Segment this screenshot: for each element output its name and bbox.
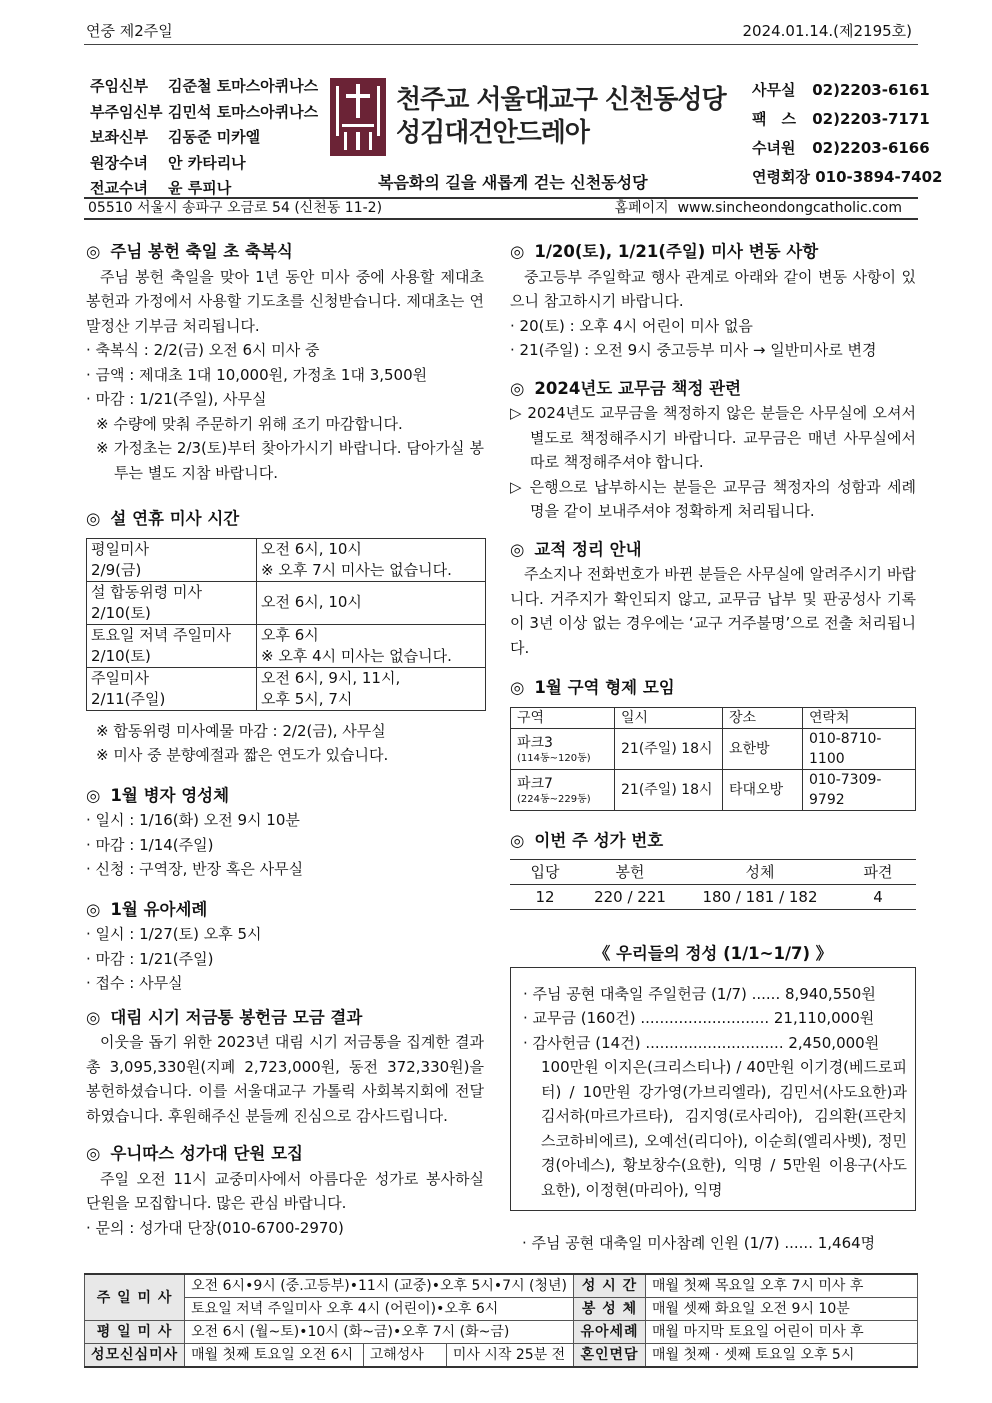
issue-date: 2024.01.14.(제2195호) [742,22,912,40]
table-row: 주 일 미 사 오전 6시•9시 (중.고등부)•11시 (교중)•오후 5시•7시 (청년) 성 시 간 매월 첫째 목요일 오후 7시 미사 후 [85,1274,918,1298]
table-row: 토요일 저녁 주일미사 2/10(토) 오후 6시 ※ 오후 4시 미사는 없습니다. [87,624,486,667]
list-item: ▷ 2024년도 교무금을 책정하지 않은 분들은 사무실에 오셔서 별도로 책정해주시기 바랍니다. 교무금은 매년 사무실에서 따로 책정해주셔야 합니다. [510,404,916,471]
homepage[interactable]: 홈페이지 www.sincheondongcatholic.com [614,200,902,216]
attendance: · 주님 공현 대축일 미사참례 인원 (1/7) ...... 1,464명 [522,1233,876,1252]
cross-icon [330,78,386,156]
table-row: 평 일 미 사 오전 6시 (월~토)•10시 (화~금)•오후 7시 (화~금) 유아세례 매월 마지막 토요일 어린이 미사 후 [85,1321,918,1344]
list-item: · 마감 : 1/14(주일) [86,835,214,854]
section-title: ◎ 교적 정리 안내 [510,539,642,559]
contact-row: 팩 스 02)2203-7171 [752,110,930,128]
list-item: · 21(주일) : 오전 9시 중고등부 미사 → 일반미사로 변경 [510,341,877,359]
hymn-number-table [510,859,916,910]
staff-row: 주임신부 김준철 토마스아퀴나스 [90,77,319,95]
list-item: · 접수 : 사무실 [86,974,183,992]
table-header-row: 입당 봉헌 성체 파견 [510,860,916,885]
note: ※ 합동위령 미사예물 마감 : 2/2(금), 사무실 [96,721,386,740]
list-item: · 축복식 : 2/2(금) 오전 6시 미사 중 [86,341,320,359]
list-item: · 주님 공현 대축일 주일헌금 (1/7) ...... 8,940,550원 [523,984,876,1003]
list-item: · 신청 : 구역장, 반장 혹은 사무실 [86,860,304,878]
note: ※ 가정초는 2/3(토)부터 찾아가시기 바랍니다. 담아가실 봉투는 별도 지참 바랍니다. [96,439,484,482]
offering-box [510,967,916,1211]
list-item: ▷ 은행으로 납부하시는 분들은 교무금 책정자의 성함과 세례명을 같이 보내주셔야 정확하게 처리됩니다. [510,477,916,520]
section-title: ◎ 주님 봉헌 축일 초 축복식 [86,242,293,261]
list-item: · 일시 : 1/27(토) 오후 5시 [86,925,262,943]
contact-row: 사무실 02)2203-6161 [752,81,930,99]
address: 05510 서울시 송파구 오금로 54 (신천동 11-2) [88,200,383,216]
church-logo [330,78,386,156]
section-title: ◎ 1월 유아세례 [86,899,208,919]
left-column [86,240,484,1240]
contact-list [752,76,942,192]
paragraph: 중고등부 주일학교 행사 관계로 아래와 같이 변동 사항이 있으니 참고하시기 바랍니다. [510,267,916,310]
paragraph: 이웃을 돕기 위한 2023년 대림 시기 저금통을 집계한 결과 총 3,095,330원(지폐 2,723,000원, 동전 372,330원)을 봉헌하셨습니다. 이를 서울대교구 가톨릭 사회복지회에 전달하였습니다. 후원해주신 분들께 진심으로 감사드립니다. [86,1033,484,1125]
section-title: ◎ 이번 주 성가 번호 [510,830,664,850]
list-item: · 20(토) : 오후 4시 어린이 미사 없음 [510,316,753,335]
table-row: 성모신심미사 매월 첫째 토요일 오전 6시 고해성사 미사 시작 25분 전 혼인면담 매월 첫째 · 셋째 토요일 오후 5시 [85,1344,918,1368]
list-item: · 마감 : 1/21(주일), 사무실 [86,390,267,408]
contact-row: 수녀원 02)2203-6166 [752,139,930,157]
staff-row: 보좌신부 김동준 미카엘 [90,128,261,146]
section-title: ◎ 우니따스 성가대 단원 모집 [86,1144,303,1163]
donor-list: 100만원 이지은(크리스티나) / 40만원 이기경(베드로피터) / 10만원 강가영(가브리엘라), 김민서(사도요한)과 김서하(마르가르타), 김지영(로사리아), 김의환(프란치스코하비에르), 오예선(리디아), 이순희(엘리사벳), 정민경(아네스), 황보창수(요한), 익명 / 5만원 이용구(사도요한), 이정현(마리아), 익명 [541,1058,907,1199]
table-row: 설 합동위령 미사 2/10(토) 오전 6시, 10시 [87,581,486,624]
liturgy-day: 연중 제2주일 [86,22,173,40]
section-title: ◎ 대림 시기 저금통 봉헌금 모금 결과 [86,1007,363,1027]
church-name-line2: 성김대건안드레아 [396,118,589,148]
mass-schedule-table [84,1273,918,1368]
note: ※ 미사 중 분향예절과 짧은 연도가 있습니다. [96,746,389,764]
contact-row: 연령회장 010-3894-7402 [752,168,943,186]
paragraph: 주일 오전 11시 교중미사에서 아름다운 성가로 봉사하실 단원을 모집합니다. 많은 관심 바랍니다. [86,1169,484,1212]
section-title: ◎ 1/20(토), 1/21(주일) 미사 변동 사항 [510,242,819,261]
section-title: ◎ 2024년도 교무금 책정 관련 [510,378,742,398]
paragraph: 주님 봉헌 축일을 맞아 1년 동안 미사 중에 사용할 제대초 봉헌과 가정에서 사용할 기도초를 신청받습니다. 제대초는 연말정산 기부금 처리됩니다. [86,267,484,335]
table-row: 토요일 저녁 주일미사 오후 4시 (어린이)•오후 6시 봉 성 체 매월 셋째 화요일 오전 9시 10분 [85,1298,918,1321]
offering-title: 《 우리들의 정성 (1/1~1/7) 》 [593,944,833,963]
table-row: 12 220 / 221 180 / 181 / 182 4 [535,888,883,906]
list-item: · 마감 : 1/21(주일) [86,949,214,968]
list-item: · 금액 : 제대초 1대 10,000원, 가정초 1대 3,500원 [86,365,428,384]
table-header-row: 구역 일시 장소 연락처 [511,707,916,728]
list-item: · 문의 : 성가대 단장(010-6700-2970) [86,1218,344,1237]
section-title: ◎ 1월 구역 형제 모임 [510,678,675,697]
table-row: 평일미사 2/9(금) 오전 6시, 10시 ※ 오후 7시 미사는 없습니다. [87,538,486,581]
section-title: ◎ 1월 병자 영성체 [86,785,230,805]
holiday-mass-table [86,538,486,711]
staff-row: 원장수녀 안 카타리나 [90,153,246,172]
church-name-line1: 천주교 서울대교구 신천동성당 [396,85,726,115]
staff-row: 부주임신부 김민석 토마스아퀴나스 [90,102,319,121]
right-column [510,240,916,1255]
table-row: 파크7 (224동~229동) 21(주일) 18시 타대오방 010-7309-9792 [511,769,916,810]
section-title: ◎ 설 연휴 미사 시간 [86,509,240,528]
church-motto: 복음화의 길을 새롭게 걷는 신천동성당 [378,173,648,192]
list-item: · 교무금 (160건) ........................... 21,110,000원 [523,1009,875,1027]
staff-list [90,74,318,202]
list-item: · 일시 : 1/16(화) 오전 9시 10분 [86,811,300,829]
church-name [396,84,726,150]
note: ※ 수량에 맞춰 주문하기 위해 조기 마감합니다. [96,414,403,433]
top-divider [84,44,918,45]
staff-row: 전교수녀 윤 루피나 [90,179,232,197]
list-item: · 감사헌금 (14건) ............................. 2,450,000원 [523,1033,880,1052]
address-bar [84,197,918,220]
district-meeting-table [510,707,916,811]
paragraph: 주소지나 전화번호가 바뀐 분들은 사무실에 알려주시기 바랍니다. 거주지가 확인되지 않고, 교무금 납부 및 판공성사 기록이 3년 이상 없는 경우에는 ‘교구 거주불명’으로 전출 처리됩니다. [510,565,916,657]
table-row: 주일미사 2/11(주일) 오전 6시, 9시, 11시, 오후 5시, 7시 [87,667,486,710]
table-row: 파크3 (114동~120동) 21(주일) 18시 요한방 010-8710-1100 [511,728,916,769]
